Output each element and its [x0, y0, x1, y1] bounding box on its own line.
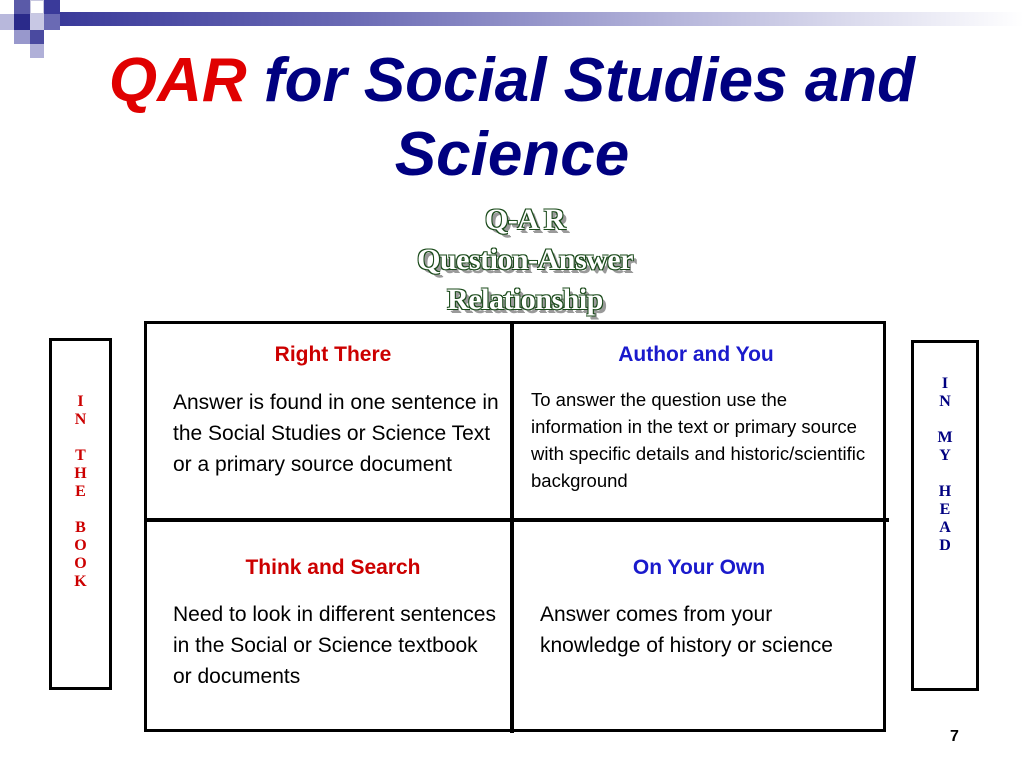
vertical-letter: E — [75, 483, 86, 500]
on-your-own-heading: On Your Own — [632, 556, 766, 579]
subtitle-wordart — [340, 200, 710, 320]
vertical-letter: A — [939, 519, 951, 536]
vertical-letter — [52, 501, 109, 519]
grid-horizontal-divider — [144, 518, 889, 522]
vertical-letter — [914, 411, 976, 429]
vertical-letter: M — [937, 429, 953, 446]
decor-square — [44, 0, 60, 14]
vertical-letter: Y — [939, 447, 951, 464]
vertical-letter: H — [74, 465, 87, 482]
decor-square — [0, 14, 14, 30]
grid-vertical-divider — [510, 321, 514, 733]
vertical-letter: E — [939, 501, 951, 518]
vertical-letter: I — [77, 393, 84, 410]
vertical-letter: K — [74, 573, 87, 590]
page-number: 7 — [950, 728, 959, 745]
vertical-letter: N — [74, 411, 87, 428]
think-and-search-heading: Think and Search — [245, 556, 421, 579]
title-rest: for Social Studies and Science — [246, 46, 916, 189]
vertical-letter: D — [939, 537, 951, 554]
vertical-letter: T — [75, 447, 86, 464]
vertical-letter: H — [938, 483, 952, 500]
vertical-letter: O — [74, 537, 87, 554]
slide-title — [0, 44, 1024, 192]
vertical-letter: B — [75, 519, 86, 536]
subtitle-line: Question-Answer — [417, 243, 633, 276]
vertical-letter: I — [941, 375, 949, 392]
subtitle-line: Relationship — [447, 283, 603, 316]
vertical-letter — [914, 465, 976, 483]
subtitle-line: Q-A R — [485, 203, 565, 236]
on-your-own-text: Answer comes from your knowledge of history or science — [540, 603, 833, 657]
author-and-you-text: To answer the question use the information in the text or primary source with specific details and historic/scientific background — [531, 389, 866, 491]
decor-square — [14, 14, 30, 30]
author-and-you-heading: Author and You — [618, 343, 774, 366]
decor-square — [30, 0, 44, 14]
vertical-letter: N — [939, 393, 951, 410]
in-the-book-label — [49, 338, 112, 690]
vertical-letter: O — [74, 555, 87, 572]
vertical-letter — [52, 429, 109, 447]
in-my-head-label — [911, 340, 979, 691]
decor-square — [30, 14, 44, 30]
header-gradient-bar — [60, 12, 1024, 26]
decor-square — [14, 30, 30, 44]
think-and-search-text: Need to look in different sentences in the Social or Science textbook or documents — [173, 603, 496, 688]
decor-square — [30, 30, 44, 44]
decor-square — [44, 14, 60, 30]
decor-square — [14, 0, 30, 14]
title-qar: QAR — [108, 46, 247, 115]
right-there-text: Answer is found in one sentence in the Social Studies or Science Text or a primary source document — [173, 391, 499, 476]
right-there-heading: Right There — [274, 343, 392, 366]
